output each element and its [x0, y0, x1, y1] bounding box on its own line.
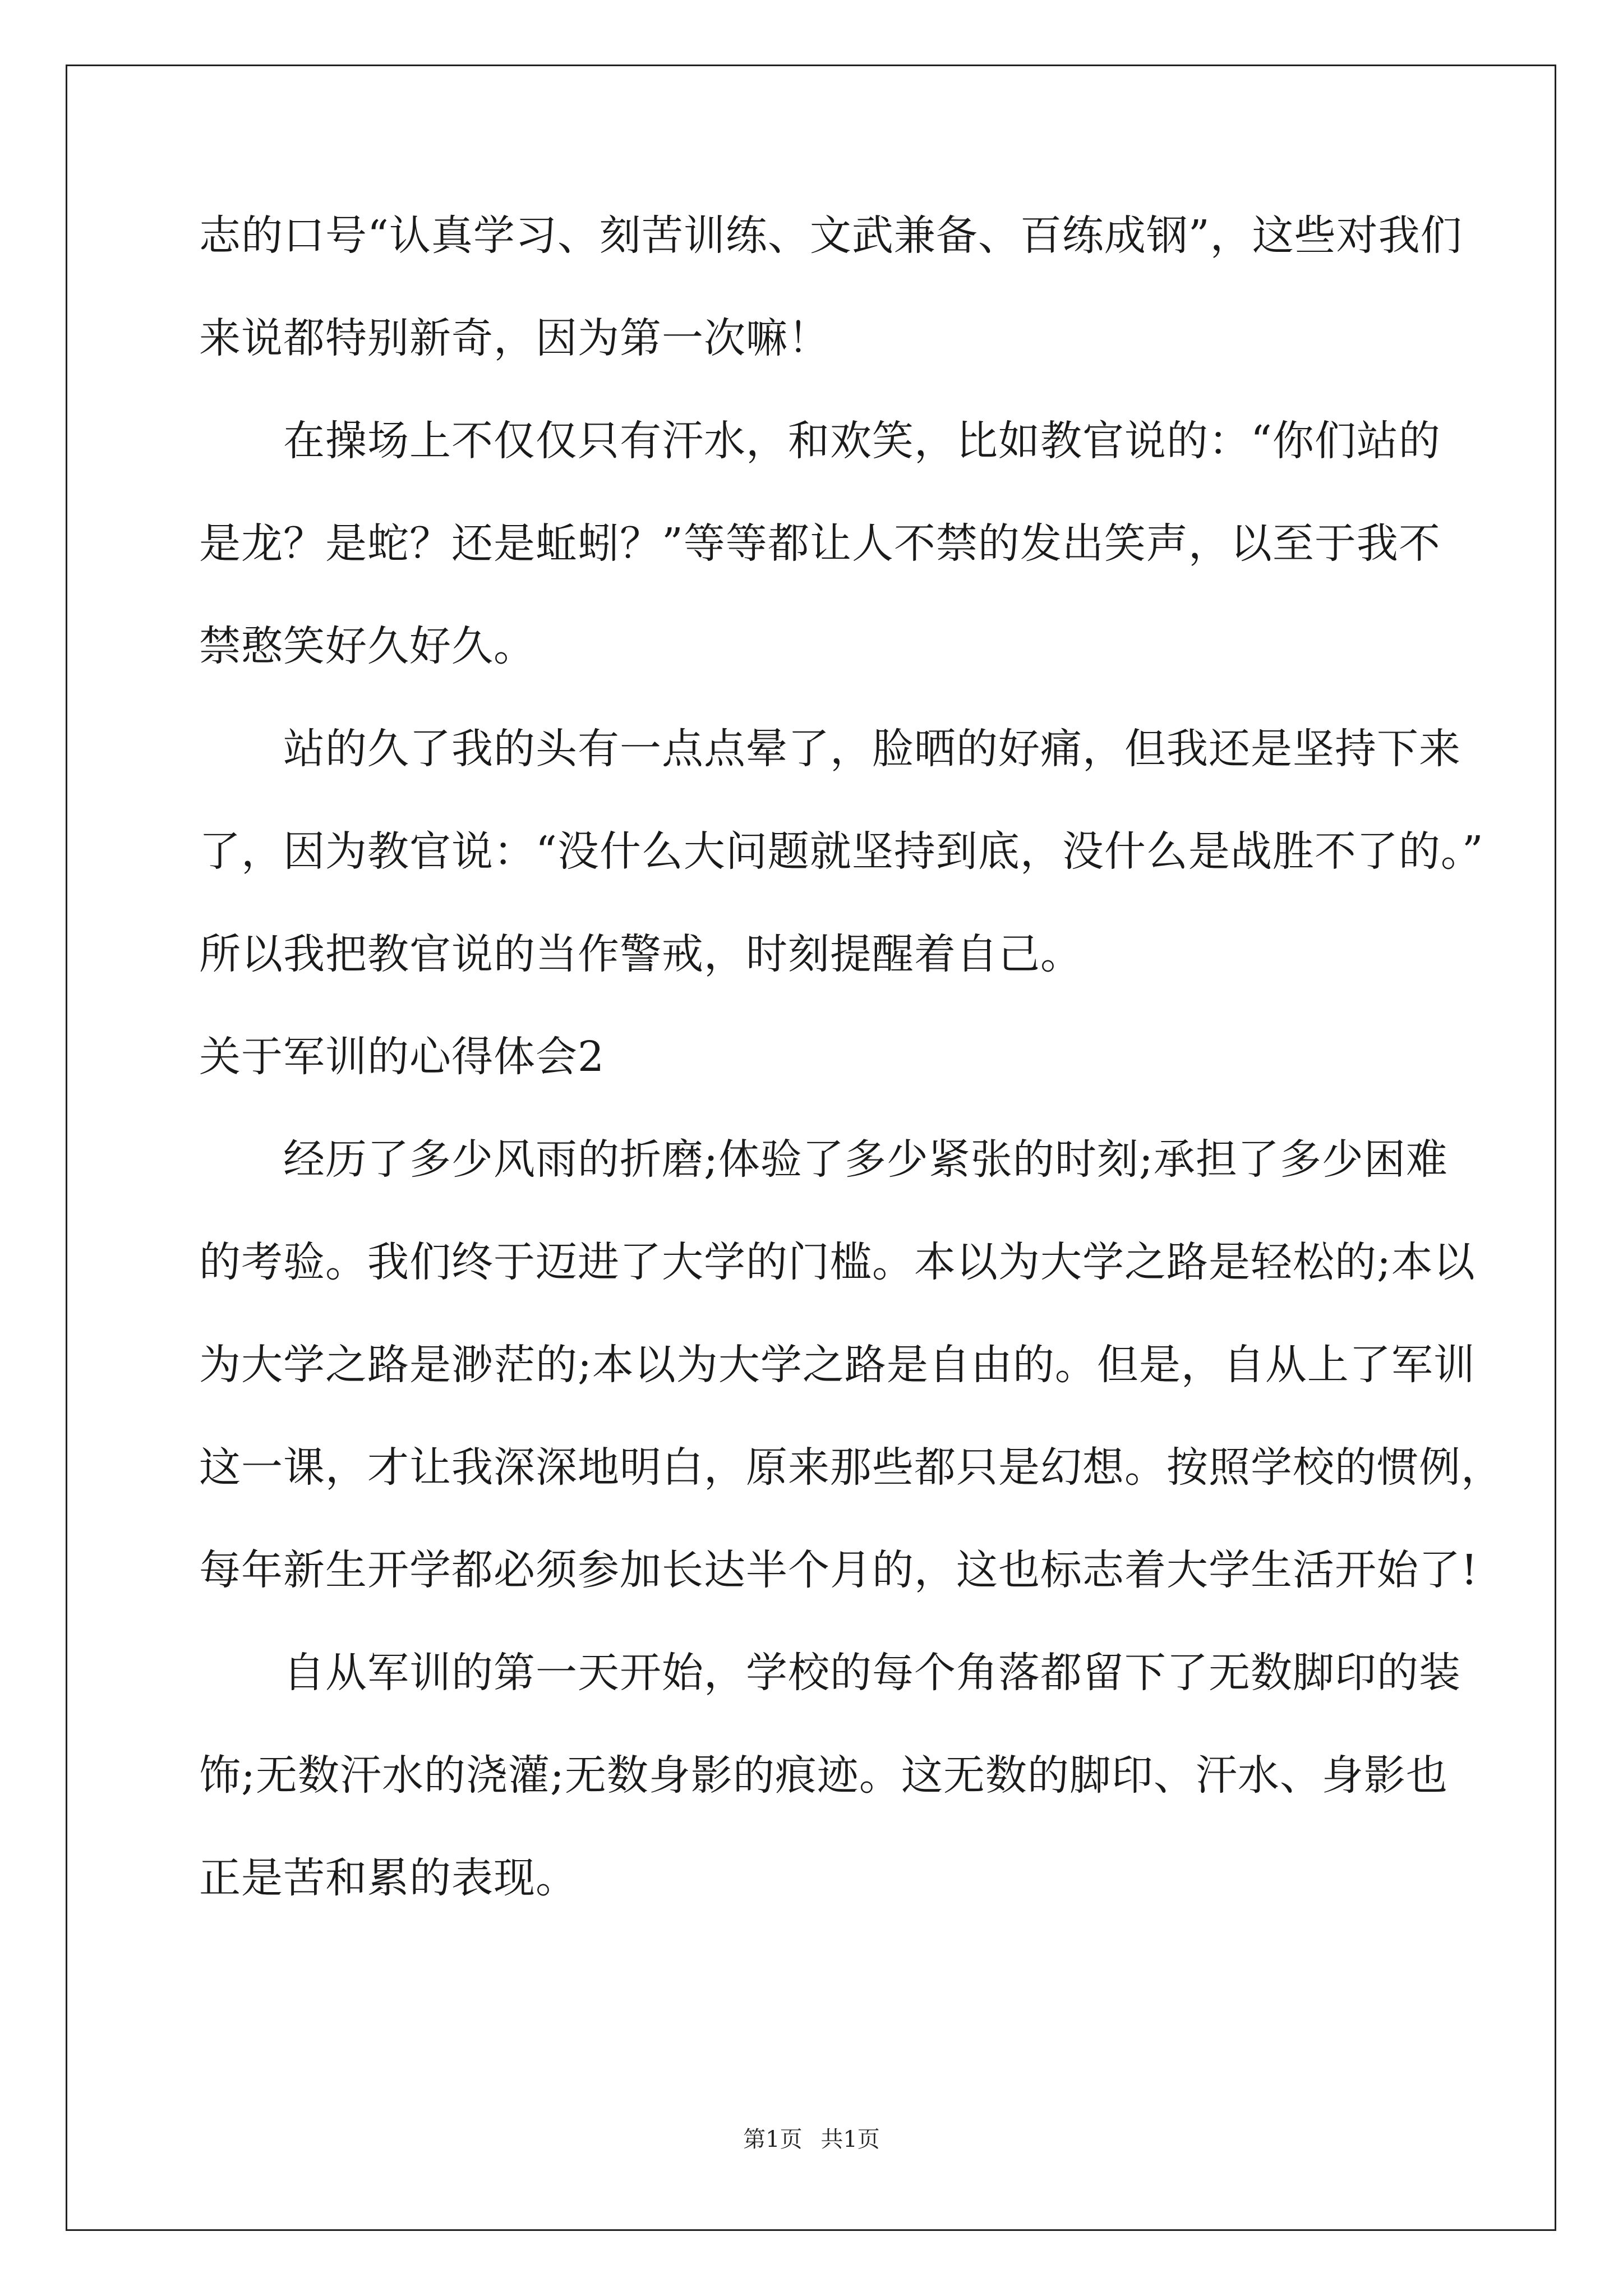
text-line: 了，因为教官说：“没什么大问题就坚持到底，没什么是战胜不了的。”: [199, 827, 1484, 876]
text-line: 为大学之路是渺茫的;本以为大学之路是自由的。但是，自从上了军训: [199, 1341, 1476, 1389]
text-line: 的考验。我们终于迈进了大学的门槛。本以为大学之路是轻松的;本以: [199, 1238, 1476, 1286]
text-line: 自从军训的第一天开始，学校的每个角落都留下了无数脚印的装: [283, 1649, 1461, 1697]
text-line: 在操场上不仅仅只有汗水，和欢笑，比如教官说的：“你们站的: [283, 417, 1441, 465]
text-line: 饰;无数汗水的浇灌;无数身影的痕迹。这无数的脚印、汗水、身影也: [199, 1751, 1448, 1800]
page-number-current: 第1页: [743, 2127, 803, 2152]
text-line: 正是苦和累的表现。: [199, 1854, 578, 1902]
text-line: 是龙？是蛇？还是蚯蚓？”等等都让人不禁的发出笑声，以至于我不: [199, 519, 1441, 568]
text-line: 每年新生开学都必须参加长达半个月的，这也标志着大学生活开始了!: [199, 1546, 1478, 1594]
page-number-total: 共1页: [820, 2127, 880, 2152]
text-line: 站的久了我的头有一点点晕了，脸晒的好痛，但我还是坚持下来: [283, 725, 1461, 773]
text-line: 志的口号“认真学习、刻苦训练、文武兼备、百练成钢”，这些对我们: [199, 211, 1463, 260]
section-heading: 关于军训的心得体会2: [199, 1033, 605, 1081]
text-line: 禁憨笑好久好久。: [199, 622, 536, 670]
text-line: 这一课，才让我深深地明白，原来那些都只是幻想。按照学校的惯例，: [199, 1443, 1503, 1492]
text-line: 来说都特别新奇，因为第一次嘛！: [199, 314, 830, 362]
text-line: 所以我把教官说的当作警戒，时刻提醒着自己。: [199, 930, 1082, 978]
text-line: 经历了多少风雨的折磨;体验了多少紧张的时刻;承担了多少困难: [283, 1135, 1448, 1184]
page-footer: [0, 2123, 1623, 2156]
